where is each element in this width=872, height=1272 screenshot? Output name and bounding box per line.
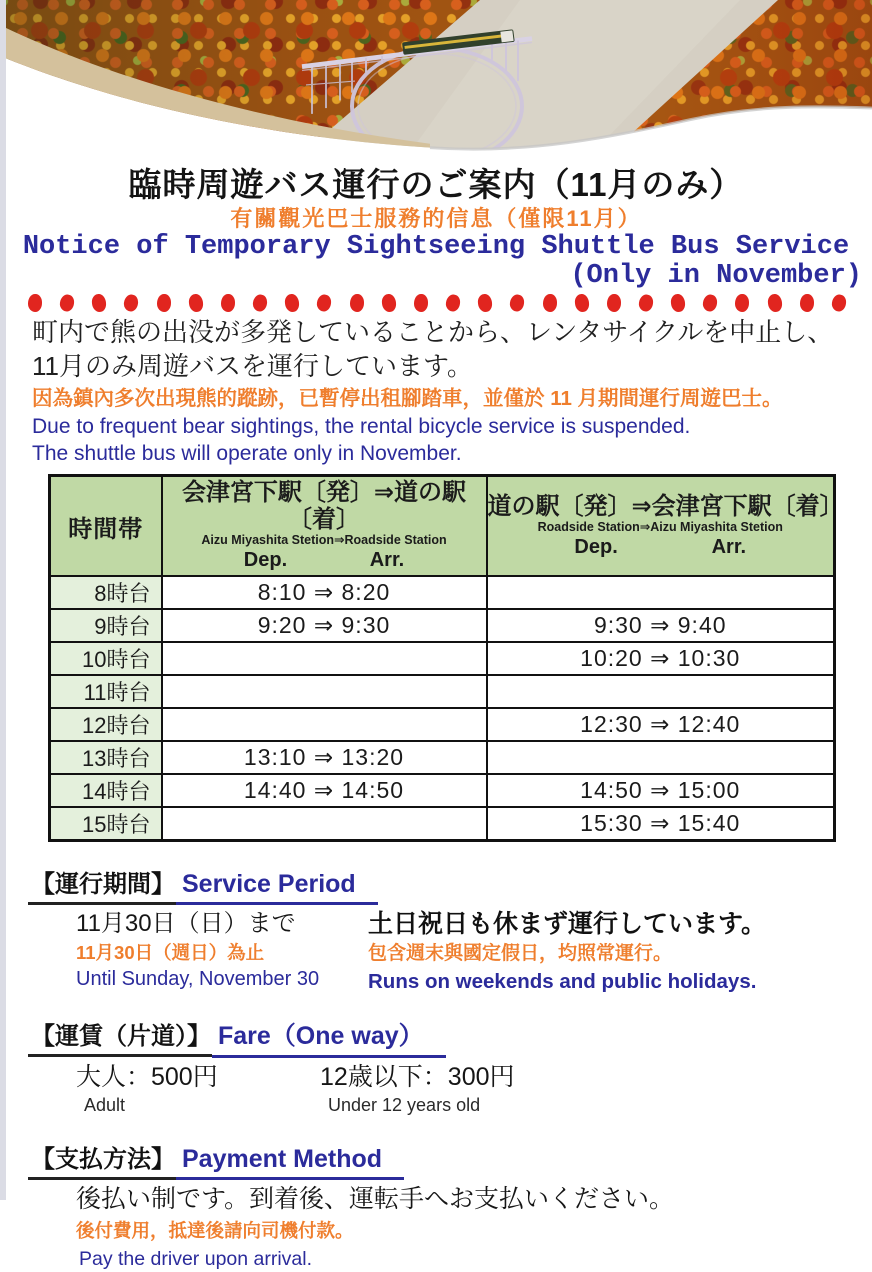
stamp-dot <box>221 294 235 312</box>
stamp-dot <box>509 294 525 313</box>
table-row <box>50 609 835 642</box>
bus-timetable <box>48 474 844 842</box>
fare-adult-label-en: Adult <box>84 1095 126 1116</box>
stamp-dot <box>638 294 654 313</box>
fare-child <box>320 1062 515 1117</box>
dep-label: Dep. <box>574 535 618 558</box>
stamp-dot <box>574 293 590 312</box>
fare-child-label-en: Under 12 years old <box>328 1095 481 1116</box>
arr-label: Arr. <box>369 548 405 571</box>
outbound-time <box>162 708 487 741</box>
table-row <box>50 807 835 841</box>
page-title-en-line2: (Only in November) <box>570 260 862 291</box>
stamp-dot <box>767 293 783 312</box>
inbound-time: 12:30 ⇒ 12:40 <box>487 708 835 741</box>
service-period-heading-ja: 【運行期間】 <box>28 864 176 905</box>
service-note-ja: 土日祝日も休まず運行しています。 <box>368 909 767 938</box>
table-row <box>50 774 835 807</box>
stamp-dot <box>123 294 139 313</box>
time-band-label: 11時台 <box>50 675 162 708</box>
payment-heading-en: Payment Method <box>176 1145 404 1180</box>
stamp-dot <box>670 293 686 312</box>
payment-heading-ja: 【支払方法】 <box>28 1139 176 1180</box>
stamp-dot <box>28 294 42 312</box>
table-row <box>50 741 835 774</box>
intro-zh: 因為鎮內多次出現熊的蹤跡，已暫停出租腳踏車，並僅於 11 月期間運行周遊巴士。 <box>32 387 783 411</box>
payment-en: Pay the driver upon arrival. <box>79 1248 313 1271</box>
service-period-dates <box>76 909 368 994</box>
inbound-time: 15:30 ⇒ 15:40 <box>487 807 835 841</box>
section-heading-payment <box>28 1139 872 1180</box>
intro-paragraph <box>32 316 846 467</box>
outbound-time: 14:40 ⇒ 14:50 <box>162 774 487 807</box>
payment-ja: 後払い制です。到着後、運転手へお支払いください。 <box>76 1185 675 1214</box>
header-time-band: 時間帯 <box>50 476 162 576</box>
header-outbound <box>162 476 487 576</box>
stamp-dot <box>702 294 718 313</box>
stamp-dot <box>735 294 749 312</box>
inbound-time: 10:20 ⇒ 10:30 <box>487 642 835 675</box>
photo-edge-strip <box>0 0 6 1200</box>
section-heading-service-period <box>28 864 872 905</box>
stamp-dot <box>350 294 364 312</box>
bridge-river-illustration <box>0 0 872 166</box>
stamp-dot <box>157 294 171 312</box>
time-band-label: 10時台 <box>50 642 162 675</box>
stamp-dot <box>800 294 814 312</box>
table-row <box>50 576 835 609</box>
stamp-dot <box>543 294 557 312</box>
inbound-time <box>487 576 835 609</box>
inbound-dep-arr <box>488 535 834 562</box>
table-row <box>50 675 835 708</box>
outbound-time <box>162 807 487 841</box>
stamp-divider <box>28 294 846 312</box>
inbound-time <box>487 741 835 774</box>
inbound-time: 14:50 ⇒ 15:00 <box>487 774 835 807</box>
stamp-dot <box>316 294 332 313</box>
fare-child-price: 12歳以下：300円 <box>320 1063 515 1092</box>
outbound-time <box>162 675 487 708</box>
table-row <box>50 642 835 675</box>
fare-content <box>76 1062 872 1117</box>
service-period-heading-en: Service Period <box>176 870 378 905</box>
inbound-route-ja: 道の駅〔発〕⇒会津宮下駅〔着〕 <box>487 492 844 520</box>
inbound-time <box>487 675 835 708</box>
stamp-dot <box>414 294 428 312</box>
page-title-ja: 臨時周遊バス運行のご案内（11月のみ） <box>128 166 744 203</box>
header-inbound <box>487 476 844 576</box>
timetable-header-row <box>50 476 835 576</box>
service-period-en: Until Sunday, November 30 <box>76 967 320 990</box>
fare-adult <box>76 1062 320 1117</box>
stamp-dot <box>91 293 107 312</box>
stamp-dot <box>607 294 621 312</box>
page-title-en-line1: Notice of Temporary Sightseeing Shuttle Bus Service <box>22 231 850 262</box>
outbound-route-ja: 会津宮下駅〔発〕⇒道の駅〔着〕 <box>181 479 467 533</box>
dep-label: Dep. <box>243 548 288 571</box>
intro-ja: 町内で熊の出没が多発していることから、レンタサイクルを中止し、11月のみ周遊バスを運行しています。 <box>32 316 834 381</box>
outbound-time: 8:10 ⇒ 8:20 <box>162 576 487 609</box>
service-note-en: Runs on weekends and public holidays. <box>368 969 757 993</box>
time-band-label: 12時台 <box>50 708 162 741</box>
fare-adult-price: 大人：500円 <box>76 1063 218 1092</box>
stamp-dot <box>59 294 75 313</box>
outbound-dep-arr <box>163 548 486 575</box>
fare-heading-en: Fare（One way） <box>212 1016 446 1058</box>
outbound-time <box>162 642 487 675</box>
service-period-content <box>76 909 872 994</box>
header-photo-autumn-bridge <box>0 0 872 166</box>
intro-en-line1: Due to frequent bear sightings, the rental bicycle service is suspended. <box>32 415 691 439</box>
outbound-time: 13:10 ⇒ 13:20 <box>162 741 487 774</box>
section-heading-fare <box>28 1016 872 1058</box>
service-period-notes <box>368 909 766 994</box>
outbound-route-en: Aizu Miyashita Stetion⇒Roadside Station <box>201 533 447 548</box>
arr-label: Arr. <box>711 535 747 558</box>
time-band-label: 14時台 <box>50 774 162 807</box>
stamp-dot <box>381 293 397 312</box>
table-row <box>50 708 835 741</box>
service-period-zh: 11月30日（週日）為止 <box>76 941 265 963</box>
inbound-time: 9:30 ⇒ 9:40 <box>487 609 835 642</box>
stamp-dot <box>477 293 493 312</box>
stamp-dot <box>445 294 461 313</box>
service-period-ja: 11月30日（日）まで <box>76 909 296 937</box>
stamp-dot <box>188 293 204 312</box>
payment-content <box>76 1184 872 1272</box>
time-band-label: 15時台 <box>50 807 162 841</box>
inbound-route-en: Roadside Station⇒Aizu Miyashita Stetion <box>537 519 783 534</box>
time-band-label: 8時台 <box>50 576 162 609</box>
stamp-dot <box>831 294 847 313</box>
stamp-dot <box>284 293 300 312</box>
fare-heading-ja: 【運賃（片道）】 <box>28 1016 212 1057</box>
time-band-label: 13時台 <box>50 741 162 774</box>
page-title-zh: 有關觀光巴士服務的信息（僅限11月） <box>230 205 642 231</box>
intro-en-line2: The shuttle bus will operate only in November. <box>32 442 462 466</box>
service-note-zh: 包含週末與國定假日，均照常運行。 <box>368 942 673 964</box>
outbound-time: 9:20 ⇒ 9:30 <box>162 609 487 642</box>
payment-zh: 後付費用，抵達後請向司機付款。 <box>76 1220 354 1242</box>
time-band-label: 9時台 <box>50 609 162 642</box>
stamp-dot <box>252 294 268 313</box>
